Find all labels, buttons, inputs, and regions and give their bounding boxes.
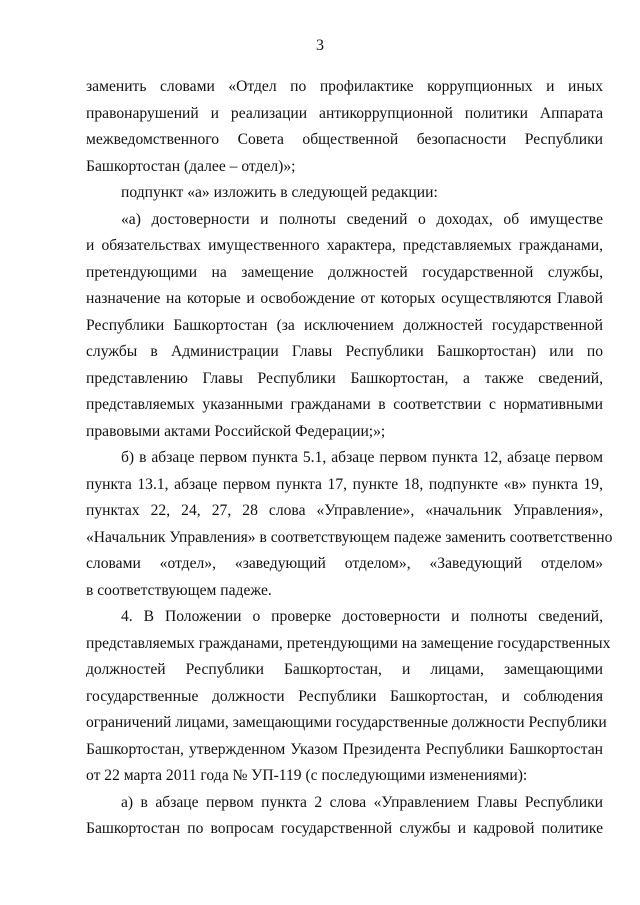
text-line: в соответствующем падеже. <box>86 581 272 599</box>
text-line: службы в Администрации Главы Республики Башкортостан) или по <box>86 343 603 360</box>
text-line: от 22 марта 2011 года № УП-119 (с последующими изменениями): <box>86 767 528 784</box>
text-line: заменить словами «Отдел по профилактике коррупционных и иных <box>86 78 603 95</box>
text-line: Башкортостан (далее – отдел)»; <box>86 157 296 175</box>
text-line: правонарушений и реализации антикоррупционной политики Аппарата <box>86 104 603 122</box>
text-line: а) в абзаце первом пункта 2 слова «Управлением Главы Республики <box>121 793 603 811</box>
text-line: б) в абзаце первом пункта 5.1, абзаце первом пункта 12, абзаце первом <box>121 449 603 466</box>
text-line: и обязательствах имущественного характера, представляемых гражданами, <box>86 237 603 254</box>
text-line: государственные должности Республики Башкортостан, и соблюдения <box>86 687 603 705</box>
text-line: представляемых гражданами, претендующими на замещение государственных <box>86 634 611 652</box>
text-line: словами «отдел», «заведующий отделом», «Заведующий отделом» <box>86 555 603 572</box>
text-line: подпункт «а» изложить в следующей редакции: <box>121 184 438 201</box>
document-body <box>86 74 613 843</box>
text-line: Башкортостан, утвержденном Указом Президента Республики Башкортостан <box>86 740 603 758</box>
text-line: ограничений лицами, замещающими государственные должности Республики <box>86 714 607 731</box>
text-line: Башкортостан по вопросам государственной службы и кадровой политике <box>86 820 603 837</box>
text-line: назначение на которые и освобождение от которых осуществляются Главой <box>86 290 603 307</box>
text-line: Республики Башкортостан (за исключением должностей государственной <box>86 316 603 334</box>
text-line: «Начальник Управления» в соответствующем падеже заменить соответственно <box>86 528 613 546</box>
text-line: должностей Республики Башкортостан, и лицами, замещающими <box>86 661 603 678</box>
text-line: пункта 13.1, абзаце первом пункта 17, пункте 18, подпункте «в» пункта 19, <box>86 475 603 493</box>
page-number: 3 <box>316 37 324 54</box>
text-line: 4. В Положении о проверке достоверности и полноты сведений, <box>121 608 603 625</box>
text-line: правовыми актами Российской Федерации;»; <box>86 422 386 440</box>
text-line: представляемых указанными гражданами в соответствии с нормативными <box>86 396 603 413</box>
text-line: представлению Главы Республики Башкортостан, а также сведений, <box>86 369 603 387</box>
text-line: «а) достоверности и полноты сведений о доходах, об имуществе <box>121 210 603 228</box>
text-line: пунктах 22, 24, 27, 28 слова «Управление», «начальник Управления», <box>86 502 603 519</box>
text-line: претендующими на замещение должностей государственной службы, <box>86 263 603 281</box>
text-line: межведомственного Совета общественной безопасности Республики <box>86 131 603 148</box>
